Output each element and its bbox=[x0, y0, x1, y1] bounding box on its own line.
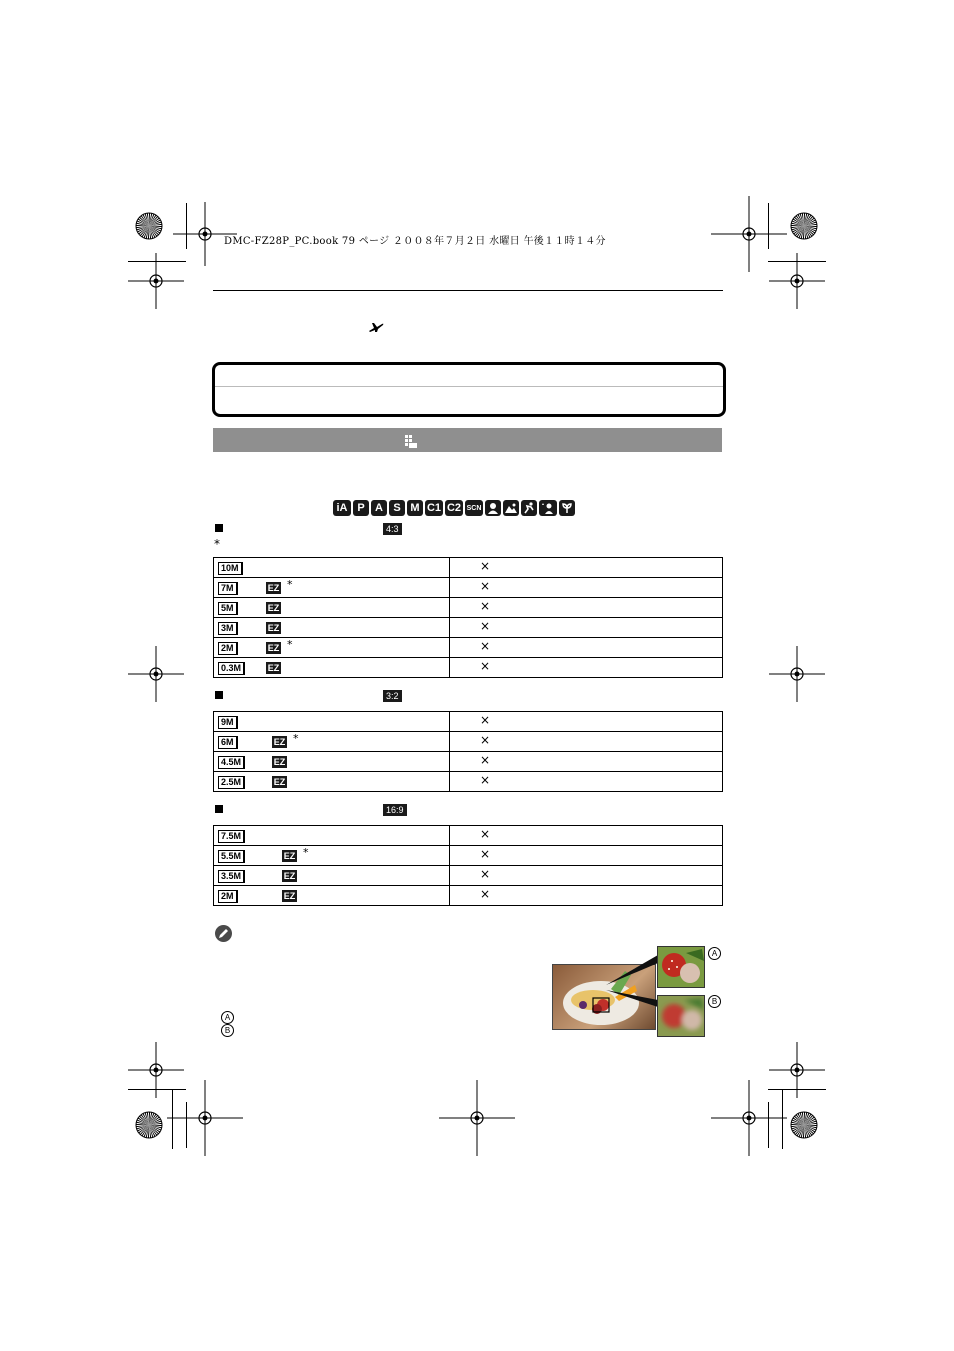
registration-mark-icon bbox=[439, 1080, 515, 1156]
picture-size-cell bbox=[214, 846, 450, 866]
picture-size-icon: 3M bbox=[218, 622, 238, 635]
picture-size-icon: 0.3M bbox=[218, 662, 245, 675]
picture-size-cell bbox=[214, 578, 450, 598]
times-sign: × bbox=[480, 887, 491, 901]
grid-icon bbox=[405, 433, 418, 452]
table-row bbox=[214, 618, 723, 638]
table-row bbox=[214, 712, 723, 732]
star-target-icon bbox=[135, 1111, 163, 1139]
value-cell bbox=[450, 732, 723, 752]
picture-size-icon: 5.5M bbox=[218, 850, 245, 863]
crop-line bbox=[782, 1089, 783, 1149]
picture-size-cell bbox=[214, 618, 450, 638]
mode-scn-icon: SCN bbox=[465, 500, 483, 516]
value-cell bbox=[450, 558, 723, 578]
picture-size-icon: 6M bbox=[218, 736, 238, 749]
value-cell bbox=[450, 638, 723, 658]
value-cell bbox=[450, 598, 723, 618]
extended-zoom-icon: EZ bbox=[283, 891, 296, 901]
label-b-marker: B bbox=[221, 1024, 234, 1037]
picture-size-icon: 9M bbox=[218, 716, 238, 729]
times-sign: × bbox=[480, 559, 491, 573]
times-sign: × bbox=[480, 713, 491, 727]
aspect-3-2-badge: 3:2 bbox=[383, 690, 402, 702]
value-cell bbox=[450, 618, 723, 638]
book-header-line: DMC-FZ28P_PC.book 79 ページ ２００８年７月２日 水曜日 午後１１時１４分 bbox=[224, 236, 606, 247]
picture-size-icon: 7.5M bbox=[218, 830, 245, 843]
mode-s-icon: S bbox=[389, 500, 405, 516]
picture-size-icon: 10M bbox=[218, 562, 243, 575]
table-row bbox=[214, 638, 723, 658]
times-sign: × bbox=[480, 847, 491, 861]
bullet-16-9 bbox=[215, 805, 223, 813]
value-cell bbox=[450, 886, 723, 906]
picture-size-cell bbox=[214, 866, 450, 886]
picture-size-icon: 2.5M bbox=[218, 776, 245, 789]
mode-ia-icon: iA bbox=[333, 500, 351, 516]
picture-size-cell bbox=[214, 732, 450, 752]
night-portrait-mode-icon bbox=[539, 500, 557, 516]
crop-line bbox=[128, 1089, 186, 1090]
value-cell bbox=[450, 578, 723, 598]
times-sign: × bbox=[480, 753, 491, 767]
picture-size-icon: 2M bbox=[218, 642, 238, 655]
callout-a-marker: A bbox=[708, 947, 721, 960]
table-16-9 bbox=[213, 825, 723, 906]
table-row bbox=[214, 866, 723, 886]
table-4-3 bbox=[213, 557, 723, 678]
value-cell bbox=[450, 846, 723, 866]
picture-size-icon: 7M bbox=[218, 582, 238, 595]
label-a-marker: A bbox=[221, 1011, 234, 1024]
extended-zoom-icon: EZ bbox=[267, 663, 280, 673]
crop-line bbox=[186, 203, 187, 249]
scenery-mode-icon bbox=[503, 500, 519, 516]
extended-zoom-icon: EZ bbox=[267, 643, 280, 653]
registration-mark-icon bbox=[128, 646, 184, 702]
crop-line bbox=[128, 261, 186, 262]
table-row bbox=[214, 732, 723, 752]
bullet-4-3 bbox=[215, 524, 223, 532]
airplane-icon bbox=[368, 318, 384, 337]
picture-size-cell bbox=[214, 658, 450, 678]
value-cell bbox=[450, 752, 723, 772]
table-row bbox=[214, 752, 723, 772]
bullet-3-2 bbox=[215, 691, 223, 699]
table-row bbox=[214, 826, 723, 846]
picture-size-cell bbox=[214, 598, 450, 618]
star-target-icon bbox=[790, 1111, 818, 1139]
crop-line bbox=[768, 261, 826, 262]
picture-size-icon: 4.5M bbox=[218, 756, 245, 769]
crop-line bbox=[768, 1102, 769, 1148]
picture-size-cell bbox=[214, 826, 450, 846]
picture-size-cell bbox=[214, 886, 450, 906]
times-sign: × bbox=[480, 599, 491, 613]
times-sign: × bbox=[480, 659, 491, 673]
pencil-note-icon bbox=[215, 925, 232, 942]
table-row bbox=[214, 772, 723, 792]
value-cell bbox=[450, 772, 723, 792]
extended-zoom-icon: EZ bbox=[283, 871, 296, 881]
picture-size-cell bbox=[214, 752, 450, 772]
section-title-bar bbox=[213, 428, 722, 452]
callout-lines bbox=[596, 945, 666, 1025]
mode-c2-icon: C2 bbox=[446, 502, 462, 514]
table-row bbox=[214, 846, 723, 866]
callout-b-marker: B bbox=[708, 995, 721, 1008]
extended-zoom-icon: EZ bbox=[283, 851, 296, 861]
star-target-icon bbox=[135, 212, 163, 240]
registration-mark-icon bbox=[711, 1080, 787, 1156]
extended-zoom-icon: EZ bbox=[273, 757, 286, 767]
picture-size-icon: 3.5M bbox=[218, 870, 245, 883]
table-row bbox=[214, 558, 723, 578]
times-sign: × bbox=[480, 579, 491, 593]
times-sign: × bbox=[480, 773, 491, 787]
times-sign: × bbox=[480, 867, 491, 881]
mode-c1-icon: C1 bbox=[426, 502, 442, 514]
extended-zoom-icon: EZ bbox=[267, 603, 280, 613]
registration-mark-icon bbox=[769, 646, 825, 702]
mode-m-icon: M bbox=[407, 500, 423, 516]
picture-size-cell bbox=[214, 772, 450, 792]
sports-mode-icon bbox=[521, 500, 537, 516]
asterisk-mark: * bbox=[303, 846, 309, 859]
header-rule bbox=[213, 290, 723, 291]
picture-size-cell bbox=[214, 712, 450, 732]
aspect-4-3-badge: 4:3 bbox=[383, 523, 402, 535]
extended-zoom-icon: EZ bbox=[267, 623, 280, 633]
table-row bbox=[214, 578, 723, 598]
crop-line bbox=[186, 1102, 187, 1148]
table-3-2 bbox=[213, 711, 723, 792]
times-sign: × bbox=[480, 733, 491, 747]
extended-zoom-icon: EZ bbox=[273, 777, 286, 787]
asterisk-mark: * bbox=[287, 578, 293, 591]
asterisk-mark: * bbox=[287, 638, 293, 651]
sharp-crop-image bbox=[657, 946, 705, 988]
recording-mode-icons bbox=[333, 500, 575, 516]
asterisk-mark: * bbox=[293, 732, 299, 745]
picture-size-cell bbox=[214, 638, 450, 658]
times-sign: × bbox=[480, 619, 491, 633]
registration-mark-icon bbox=[167, 1080, 243, 1156]
footnote-asterisk: * bbox=[214, 537, 220, 551]
picture-size-icon: 2M bbox=[218, 890, 238, 903]
value-cell bbox=[450, 658, 723, 678]
blurred-crop-image bbox=[657, 995, 705, 1037]
menu-setting-box bbox=[212, 362, 726, 417]
extended-zoom-icon: EZ bbox=[273, 737, 286, 747]
table-row bbox=[214, 886, 723, 906]
mode-a-icon: A bbox=[371, 500, 387, 516]
crop-line bbox=[768, 203, 769, 249]
picture-size-icon: 5M bbox=[218, 602, 238, 615]
value-cell bbox=[450, 712, 723, 732]
macro-mode-icon bbox=[559, 500, 575, 516]
mode-p-icon: P bbox=[353, 500, 369, 516]
table-row bbox=[214, 658, 723, 678]
crop-line bbox=[768, 1089, 826, 1090]
star-target-icon bbox=[790, 212, 818, 240]
aspect-16-9-badge: 16:9 bbox=[383, 804, 407, 816]
times-sign: × bbox=[480, 639, 491, 653]
picture-size-cell bbox=[214, 558, 450, 578]
times-sign: × bbox=[480, 827, 491, 841]
value-cell bbox=[450, 866, 723, 886]
portrait-mode-icon bbox=[485, 500, 501, 516]
value-cell bbox=[450, 826, 723, 846]
extended-zoom-icon: EZ bbox=[267, 583, 280, 593]
table-row bbox=[214, 598, 723, 618]
crop-line bbox=[172, 1089, 173, 1149]
